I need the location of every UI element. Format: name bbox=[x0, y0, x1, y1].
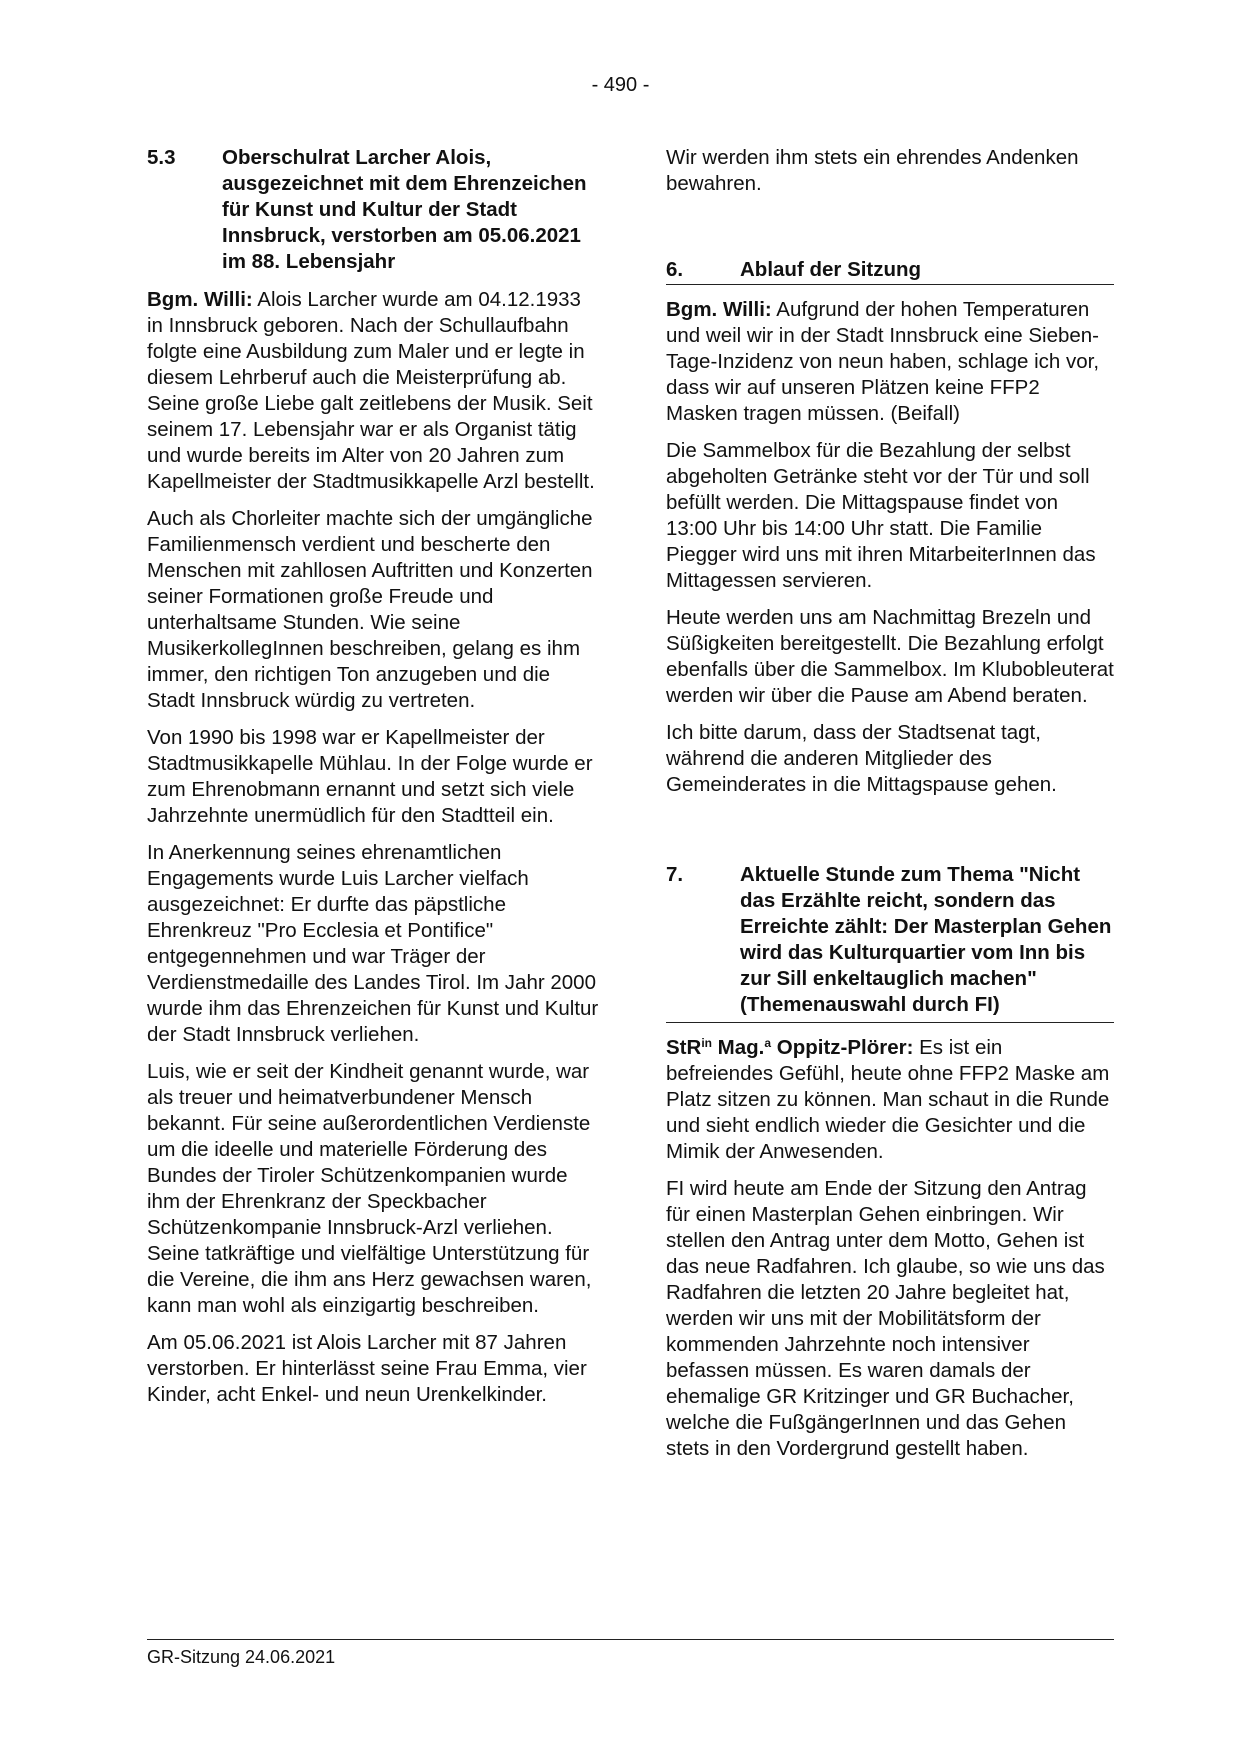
paragraph: Heute werden uns am Nachmittag Brezeln und Süßigkeiten bereitgestellt. Die Bezahlung erfolgt ebenfalls über die Sammelbox. Im Klubobleuterat werden wir über die Pause am Abend beraten. bbox=[666, 606, 1114, 707]
footer-meeting-date: GR-Sitzung 24.06.2021 bbox=[147, 1647, 336, 1667]
section-number: 5.3 bbox=[147, 146, 176, 169]
speaker-title: Mag. bbox=[711, 1036, 765, 1059]
paragraph: Luis, wie er seit der Kindheit genannt wurde, war als treuer und heimatverbundener Mensch bekannt. Für seine außerordentlichen Verdienste um die ideelle und materielle Förderung des Bundes der Tiroler Schützenkompanien wurde ihm der Ehrenkranz der Speckbacher Schützenkompanie Innsbruck-Arzl verliehen. Seine tatkräftige und vielfältige Unterstützung für die Vereine, die ihm ans Herz gewachsen waren, kann man wohl als einzigartig beschreiben. bbox=[147, 1060, 592, 1317]
paragraph bbox=[666, 1035, 1114, 1165]
section-title: Ablauf der Sitzung bbox=[740, 258, 922, 281]
section-heading-5-3 bbox=[147, 145, 599, 275]
speaker-name: Bgm. Willi: bbox=[666, 298, 772, 321]
paragraph: Wir werden ihm stets ein ehrendes Andenken bewahren. bbox=[666, 146, 1079, 195]
right-column bbox=[666, 145, 1114, 1473]
page-number: - 490 - bbox=[591, 74, 650, 96]
speaker-prefix: StR bbox=[666, 1036, 702, 1059]
left-column bbox=[147, 145, 599, 1419]
paragraph: In Anerkennung seines ehrenamtlichen Engagements wurde Luis Larcher vielfach ausgezeichnet: Er durfte das päpstliche Ehrenkreuz "Pro Ecclesia et Pontifice" entgegennehmen und war Träger der Verdienstmedaille des Landes Tirol. Im Jahr 2000 wurde ihm das Ehrenzeichen für Kunst und Kultur der Stadt Innsbruck verliehen. bbox=[147, 841, 599, 1046]
paragraph: FI wird heute am Ende der Sitzung den Antrag für einen Masterplan Gehen einbringen. Wir stellen den Antrag unter dem Motto, Gehen ist das neue Radfahren. Ich glaube, so wie uns das Radfahren die letzten 20 Jahre begleitet hat, werden wir uns mit der Mobilitätsform der kommenden Jahrzehnte noch intensiver befassen müssen. Es waren damals der ehemalige GR Kritzinger und GR Buchacher, welche die FußgängerInnen und das Gehen stets in den Vordergrund gestellt haben. bbox=[666, 1177, 1105, 1460]
paragraph: Die Sammelbox für die Bezahlung der selbst abgeholten Getränke steht vor der Tür und soll befüllt werden. Die Mittagspause findet von 13:00 Uhr bis 14:00 Uhr statt. Die Familie Piegger wird uns mit ihren MitarbeiterInnen das Mittagessen servieren. bbox=[666, 439, 1096, 592]
section-heading-7 bbox=[666, 862, 1114, 1023]
paragraph bbox=[666, 297, 1114, 427]
paragraph: Am 05.06.2021 ist Alois Larcher mit 87 Jahren verstorben. Er hinterlässt seine Frau Emma, vier Kinder, acht Enkel- und neun Urenkelkinder. bbox=[147, 1331, 587, 1406]
paragraph: Von 1990 bis 1998 war er Kapellmeister der Stadtmusikkapelle Mühlau. In der Folge wurde er zum Ehrenobmann ernannt und setzt sich viele Jahrzehnte unermüdlich für den Stadtteil ein. bbox=[147, 726, 593, 827]
section-number: 6. bbox=[666, 258, 684, 281]
speaker-title-superscript: a bbox=[764, 1036, 772, 1050]
paragraph-text: Alois Larcher wurde am 04.12.1933 in Innsbruck geboren. Nach der Schullaufbahn folgte eine Ausbildung zum Maler und er legte in diesem Lehrberuf auch die Meisterprüfung ab. Seine große Liebe galt zeitlebens der Musik. Seit seinem 17. Lebensjahr war er als Organist tätig und wurde bereits im Alter von 20 Jahren zum Kapellmeister der Stadtmusikkapelle Arzl bestellt. bbox=[147, 288, 595, 493]
section-title: Oberschulrat Larcher Alois, ausgezeichnet mit dem Ehrenzeichen für Kunst und Kultur der Stadt Innsbruck, verstorben am 05.06.2021 im 88. Lebensjahr bbox=[222, 146, 587, 273]
speaker-prefix-superscript: in bbox=[701, 1036, 712, 1050]
paragraph: Auch als Chorleiter machte sich der umgängliche Familienmensch verdient und bescherte den Menschen mit zahllosen Auftritten und Konzerten seiner Formationen große Freude und unterhaltsame Stunden. Wie seine MusikerkollegInnen beschreiben, gelang es ihm immer, den richtigen Ton anzugeben und die Stadt Innsbruck würdig zu vertreten. bbox=[147, 507, 593, 712]
paragraph: Ich bitte darum, dass der Stadtsenat tagt, während die anderen Mitglieder des Gemeinderates in die Mittagspause gehen. bbox=[666, 721, 1057, 796]
footer-divider bbox=[147, 1639, 1114, 1640]
speaker-surname: Oppitz-Plörer: bbox=[771, 1036, 914, 1059]
section-number: 7. bbox=[666, 863, 684, 886]
paragraph bbox=[147, 287, 599, 495]
paragraph-text: Es ist ein befreiendes Gefühl, heute ohne FFP2 Maske am Platz sitzen zu können. Man schaut in die Runde und sieht endlich wieder die Gesichter und die Mimik der Anwesenden. bbox=[666, 1036, 1110, 1163]
section-title: Aktuelle Stunde zum Thema "Nicht das Erzählte reicht, sondern das Erreichte zählt: Der Masterplan Gehen wird das Kulturquartier vom Inn bis zur Sill enkeltauglich machen" (Themenauswahl durch FI) bbox=[740, 863, 1112, 1016]
speaker-name bbox=[666, 1036, 913, 1059]
section-heading-6 bbox=[666, 257, 1114, 285]
paragraph-text: Aufgrund der hohen Temperaturen und weil wir in der Stadt Innsbruck eine Sieben-Tage-Inzidenz von neun haben, schlage ich vor, dass wir auf unseren Plätzen keine FFP2 Masken tragen müssen. (Beifall) bbox=[666, 298, 1100, 425]
speaker-name: Bgm. Willi: bbox=[147, 288, 253, 311]
